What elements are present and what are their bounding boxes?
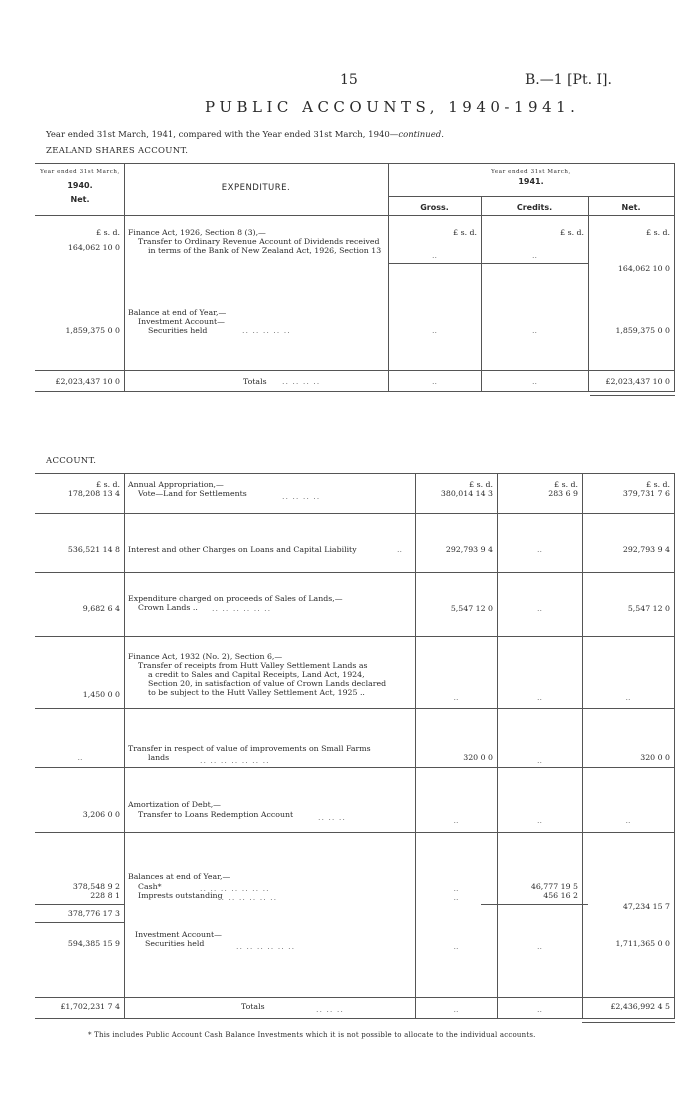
t2-row4-net: .. [625,693,631,702]
t2-row2-leader: .. [397,545,402,554]
t2-col-rule [415,473,416,1018]
t1-top-rule [35,163,675,164]
t2-row4-gross: .. [453,693,459,702]
t2-row-rule [35,572,675,573]
t2-balances-subtotal-prev: 378,776 17 3 [67,909,120,918]
t2-row4-line: Finance Act, 1932 (No. 2), Section 6,— [128,652,283,661]
t1-totals-top-rule [35,370,675,371]
t2-row3-gross: 5,547 12 0 [450,604,493,613]
t1-row2-prev: 1,859,375 0 0 [65,326,120,335]
t1-totals-leader: .. .. .. .. [282,377,321,386]
t2-totals-leader: .. .. .. [316,1005,344,1014]
t2-row5-leader: .. .. .. .. .. .. .. [200,756,270,765]
t2-currency: £ s. d. [554,480,578,489]
t2-row4-line: Section 20, in satisfaction of value of Crown Lands declared [148,679,387,688]
t2-row5-credits: .. [537,756,542,765]
table1-section-label: ZEALAND SHARES ACCOUNT. [46,146,189,156]
t2-cash-gross: .. [453,884,459,893]
t2-totals-bottom-rule [35,1018,675,1019]
t2-row2-credits: .. [537,545,542,554]
t1-head-prev-year: 1940. [67,181,93,190]
t2-row4-prev: 1,450 0 0 [82,690,120,699]
t2-row6-leader: .. .. .. [318,813,346,822]
subtitle-main: Year ended 31st March, 1941, compared with the Year ended 31st March, 1940— [46,130,399,140]
t2-row2-net: 292,793 9 4 [622,545,670,554]
t2-row3-line: Expenditure charged on proceeds of Sales of Lands,— [128,594,343,603]
t1-row1-credits: .. [532,251,537,260]
t1-double-rule [590,395,675,396]
t1-head-cur-small: Year ended 31st March, [491,169,571,175]
t2-row5-prev: .. [77,753,83,762]
t2-totals-net: £2,436,992 4 5 [610,1002,670,1011]
t1-row2-line: Investment Account— [138,317,225,326]
t1-row2-net: 1,859,375 0 0 [615,326,670,335]
t1-head-credits: Credits. [516,203,553,212]
t2-row1-net: 379,731 7 6 [622,489,670,498]
t2-double-rule [582,1022,675,1023]
t2-row6-line: Amortization of Debt,— [128,800,221,809]
t2-investment-net: 1,711,365 0 0 [615,939,670,948]
t1-row1-line: Finance Act, 1926, Section 8 (3),— [128,228,266,237]
t1-currency: £ s. d. [453,228,477,237]
subtitle-continued: continued. [398,130,444,140]
t2-cash-credits: 46,777 19 5 [530,882,578,891]
t2-row3-net: 5,547 12 0 [627,604,670,613]
t1-head-gross: Gross. [420,203,449,212]
t2-row-rule [35,636,675,637]
t2-cash-prev: 378,548 9 2 [72,882,120,891]
t2-cash-leader: .. .. .. .. .. .. .. [200,884,270,893]
t2-imprests-leader: .. .. .. .. .. .. [218,893,278,902]
t2-row-rule [35,832,675,833]
t2-investment-prev: 594,385 15 9 [67,939,120,948]
document-reference: B.—1 [Pt. I]. [525,72,612,88]
t1-row2-leader: .. .. .. .. .. [242,326,291,335]
t2-row3-leader: .. .. .. .. .. .. [212,604,272,613]
page-title: PUBLIC ACCOUNTS, 1940-1941. [205,98,580,116]
t2-currency: £ s. d. [646,480,670,489]
t2-row6-net: .. [625,816,631,825]
t2-row2-prev: 536,521 14 8 [67,545,120,554]
t2-row-rule [35,513,675,514]
t2-row3-credits: .. [537,604,542,613]
t2-row6-credits: .. [537,816,542,825]
t1-totals-label: Totals [243,377,267,386]
t2-row5-line: Transfer in respect of value of improvements on Small Farms [128,744,371,753]
t1-totals-prev: £2,023,437 10 0 [55,377,120,386]
page-number: 15 [340,72,358,88]
t2-row5-gross: 320 0 0 [463,753,493,762]
t1-col-rule [388,163,389,391]
t2-subtotal-rule [35,904,125,905]
t2-col-rule [582,473,583,1018]
t2-row2-line: Interest and other Charges on Loans and Capital Liability [128,545,357,554]
t2-totals-label: Totals [241,1002,265,1011]
t1-row1-prev: 164,062 10 0 [67,243,120,252]
t2-row1-leader: .. .. .. .. [282,492,321,501]
t1-currency: £ s. d. [96,228,120,237]
t2-col-rule [674,473,675,1018]
t2-investment-leader: .. .. .. .. .. .. [236,942,296,951]
t2-currency: £ s. d. [96,480,120,489]
t2-col-rule [124,473,125,1018]
t2-row4-line: to be subject to the Hutt Valley Settlement Act, 1925 .. [148,688,365,697]
t1-head-prev-net: Net. [70,195,90,204]
footnote: * This includes Public Account Cash Balance Investments which it is not possible to allocate to the individual accounts. [88,1031,536,1039]
t1-totals-credits: .. [532,377,537,386]
t1-subhead-rule [388,196,675,197]
t2-investment-credits: .. [537,942,542,951]
t2-row1-line: Annual Appropriation,— [128,480,224,489]
t1-totals-gross: .. [432,377,437,386]
t1-totals-net: £2,023,437 10 0 [605,377,670,386]
t2-row2-gross: 292,793 9 4 [445,545,493,554]
t2-top-rule [35,473,675,474]
t1-row2-line: Balance at end of Year,— [128,308,227,317]
t2-row6-gross: .. [453,816,459,825]
table2-section-label: ACCOUNT. [46,456,97,466]
t2-col-rule [497,473,498,1018]
t1-head-bottom-rule [35,215,675,216]
t2-row1-credits: 283 6 9 [548,489,578,498]
t1-row1-rule [388,263,588,264]
t2-investment-gross: .. [453,942,459,951]
t2-imprests-label: Imprests outstanding [138,891,223,900]
t2-totals-top-rule [35,997,675,998]
t2-row-rule [35,708,675,709]
t1-currency: £ s. d. [560,228,584,237]
t2-row5-net: 320 0 0 [640,753,670,762]
t2-row4-line: Transfer of receipts from Hutt Valley Settlement Lands as [138,661,368,670]
t1-col-rule [674,163,675,391]
t1-currency: £ s. d. [646,228,670,237]
t1-totals-bottom-rule [35,391,675,392]
t2-row4-credits: .. [537,693,542,702]
t2-balances-net: 47,234 15 7 [622,902,670,911]
t2-investment-label: Securities held [145,939,205,948]
subtitle [46,130,444,140]
t1-row1-line: Transfer to Ordinary Revenue Account of Dividends received [138,237,380,246]
t1-head-net: Net. [621,203,641,212]
t2-row5-line: lands [148,753,170,762]
t1-row2-gross: .. [432,326,437,335]
t1-col-rule [588,196,589,391]
t2-totals-gross: .. [453,1005,459,1014]
t2-row1-gross: 380,014 14 3 [440,489,493,498]
t1-row1-line: in terms of the Bank of New Zealand Act, 1926, Section 13 [148,246,382,255]
t2-row1-line: Vote—Land for Settlements [138,489,247,498]
t2-subtotal-rule [35,922,125,923]
t1-col-rule [124,163,125,391]
t1-col-rule [481,196,482,391]
t2-row3-prev: 9,682 6 4 [82,604,120,613]
t2-row4-line: a credit to Sales and Capital Receipts, Land Act, 1924, [148,670,365,679]
t1-row1-net: 164,062 10 0 [617,264,670,273]
t2-row3-line: Crown Lands .. [138,603,198,612]
t2-row6-prev: 3,206 0 0 [82,810,120,819]
t1-head-prev-small: Year ended 31st March, [40,169,120,175]
t2-balances-heading: Balances at end of Year,— [128,872,231,881]
t1-row1-gross: .. [432,251,437,260]
t2-imprests-gross: .. [453,893,459,902]
t1-row2-credits: .. [532,326,537,335]
t2-totals-credits: .. [537,1005,542,1014]
t2-row6-line: Transfer to Loans Redemption Account [138,810,294,819]
t2-imprests-credits: 456 16 2 [543,891,578,900]
t1-head-cur-year: 1941. [518,177,544,186]
t2-row1-prev: 178,208 13 4 [67,489,120,498]
t1-head-expenditure: EXPENDITURE. [221,183,291,193]
t2-totals-prev: £1,702,231 7 4 [60,1002,120,1011]
t2-row-rule [35,767,675,768]
t2-imprests-prev: 228 8 1 [90,891,120,900]
t1-row2-line: Securities held [148,326,208,335]
t2-investment-heading: Investment Account— [135,930,222,939]
t2-currency: £ s. d. [469,480,493,489]
t2-cash-label: Cash* [138,882,162,891]
